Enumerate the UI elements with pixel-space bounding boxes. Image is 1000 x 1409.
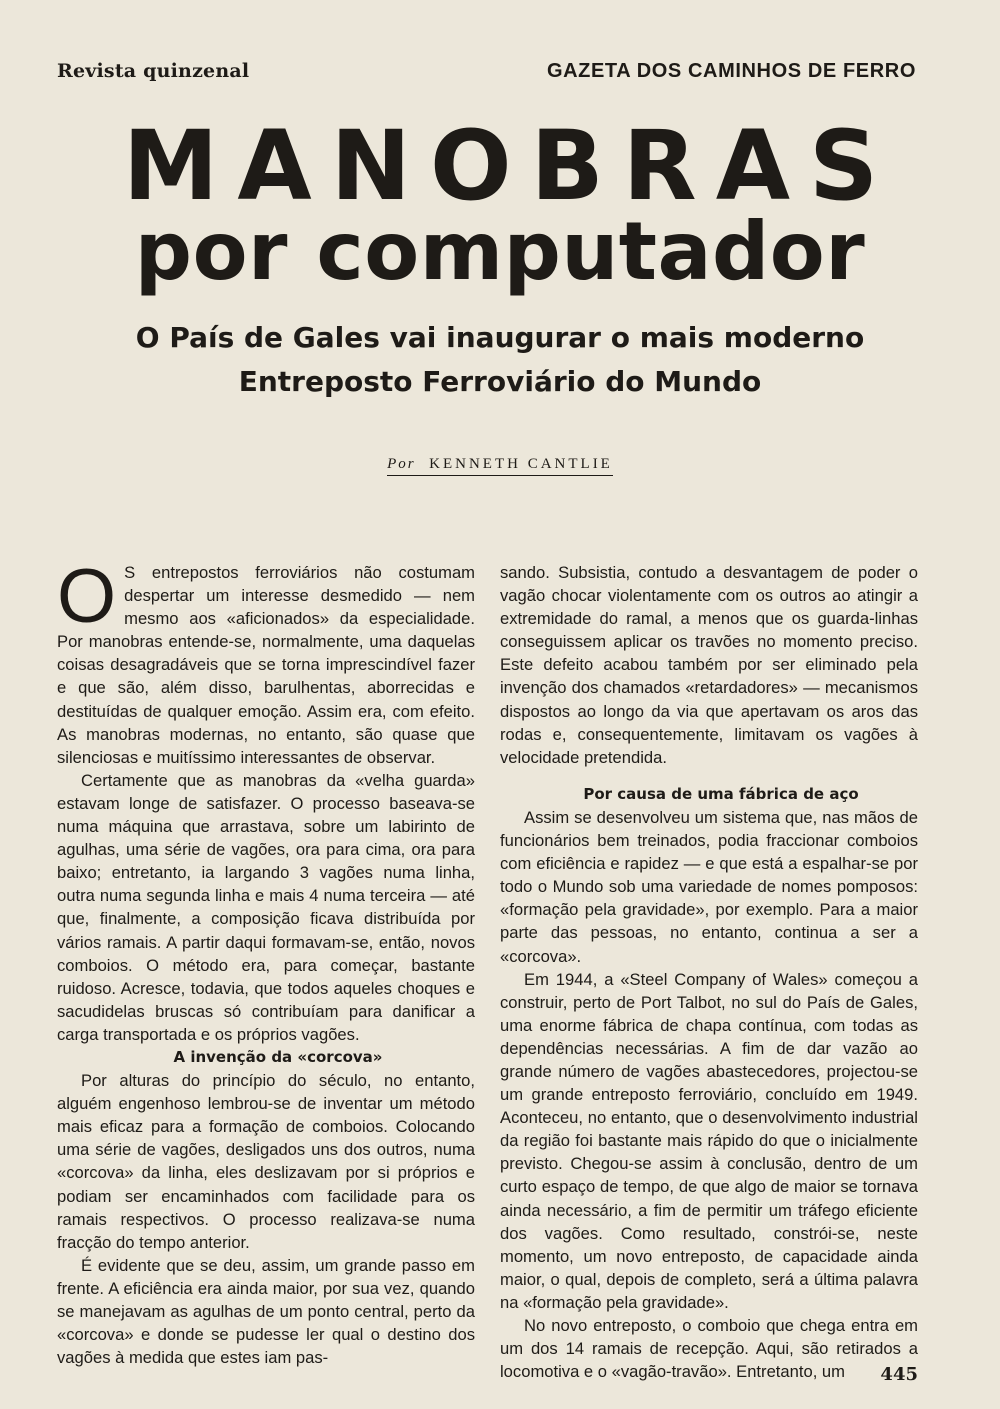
paragraph: É evidente que se deu, assim, um grande passo em frente. A eficiência era ainda maior, por sua vez, quando se manejavam as agulhas de um ponto central, perto da «corcova» e donde se pudesse ler qual o destino dos vagões à medida que estes iam pas- (57, 1255, 475, 1368)
article-column-right (500, 561, 918, 1383)
subtitle-line1: O País de Gales vai inaugurar o mais moderno (135, 321, 865, 354)
paragraph: Assim se desenvolveu um sistema que, nas mãos de funcionários bem treinados, podia fraccionar comboios com eficiência e rapidez — e que está a espalhar-se por todo o Mundo sob uma variedade de nomes pomposos: «formação pela gravidade», por exemplo. Para a maior parte das pessoas, no entanto, continua a ser a «corcova». (500, 807, 918, 966)
paragraph: Certamente que as manobras da «velha guarda» estavam longe de satisfazer. O processo baseava-se numa máquina que arrastava, sobre um labirinto de agulhas, uma série de vagões, ora para cima, ora para baixo; entretanto, ia largando 3 vagões numa linha, outra numa segunda linha e mais 4 numa terceira — até que, finalmente, a composição ficava distribuída por vários ramais. A partir daqui formavam-se, então, novos comboios. O método era, para começar, bastante ruidoso. Acresce, todavia, que todos aqueles choques e sacudidelas bruscas só contribuíam para danificar a carga transportada e os próprios vagões. (57, 770, 475, 1044)
article-subtitle (0, 316, 1000, 404)
section-heading: A invenção da «corcova» (173, 1047, 383, 1066)
paragraph: Em 1944, a «Steel Company of Wales» começou a construir, perto de Port Talbot, no sul do País de Gales, uma enorme fábrica de chapa contínua, com todas as dependências necessárias. A fim de dar vazão ao grande número de vagões abastecedores, projectou-se um grande entreposto ferroviário, concluído em 1949. Aconteceu, no entanto, que o desenvolvimento industrial da região foi bastante mais rápido do que o inicialmente previsto. Chegou-se assim à conclusão, dentro de um curto espaço de tempo, de que algo de maior se tornava ainda necessário, a fim de permitir um tráfego eficiente dos vagões. Como resultado, constrói-se, neste momento, um novo entreposto, de capacidade ainda maior, o qual, depois de completo, será a última palavra na «formação pela gravidade». (500, 969, 918, 1312)
page-number: 445 (880, 1364, 918, 1385)
section-heading: Por causa de uma fábrica de aço (583, 784, 859, 803)
drop-cap: O (57, 554, 117, 639)
article-title-line1: MANOBRAS (122, 110, 898, 222)
article-column-left (57, 554, 475, 1369)
paragraph: Por alturas do princípio do século, no entanto, alguém engenhoso lembrou-se de inventar um método mais eficaz para a formação de comboios. Colocando uma série de vagões, desligados uns dos outros, numa «corcova» da linha, eles deslizavam por si próprios e podiam ser encaminhados com facilidade para os ramais respectivos. O processo realizava-se numa fracção do tempo anterior. (57, 1071, 475, 1252)
paragraph: sando. Subsistia, contudo a desvantagem de poder o vagão chocar violentamente com os outros ao atingir a extremidade do ramal, a menos que os guarda-linhas conseguissem aplicar os travões no momento preciso. Este defeito acabou também por ser eliminado pela invenção dos chamados «retardadores» — mecanismos dispostos ao longo da via que apertavam os aros das rodas e, consequentemente, limitavam os vagões à velocidade pretendida. (500, 563, 918, 767)
byline-author: KENNETH CANTLIE (429, 456, 613, 472)
article-title-line2: por computador (134, 205, 866, 298)
running-header-left: Revista quinzenal (57, 60, 250, 82)
byline-prefix: Por (387, 456, 416, 472)
paragraph: O S entrepostos ferroviários não costumam despertar um interesse desmedido — nem mesmo aos «aficionados» da especialidade. Por manobras entende-se, normalmente, uma daquelas coisas desagradáveis que se torna imprescindível fazer e que são, além disso, barulhentas, aborrecidas e destituídas de qualquer emoção. Assim era, com efeito. As manobras modernas, no entanto, são quase que silenciosas e muitíssimo interessantes de observar. (57, 554, 475, 767)
paragraph: No novo entreposto, o comboio que chega entra em um dos 14 ramais de recepção. Aqui, são retirados a locomotiva e o «vagão-travão». Entretanto, um (500, 1316, 918, 1382)
byline (0, 456, 1000, 476)
running-header-right: GAZETA DOS CAMINHOS DE FERRO (546, 60, 916, 82)
subtitle-line2: Entreposto Ferroviário do Mundo (238, 365, 762, 398)
